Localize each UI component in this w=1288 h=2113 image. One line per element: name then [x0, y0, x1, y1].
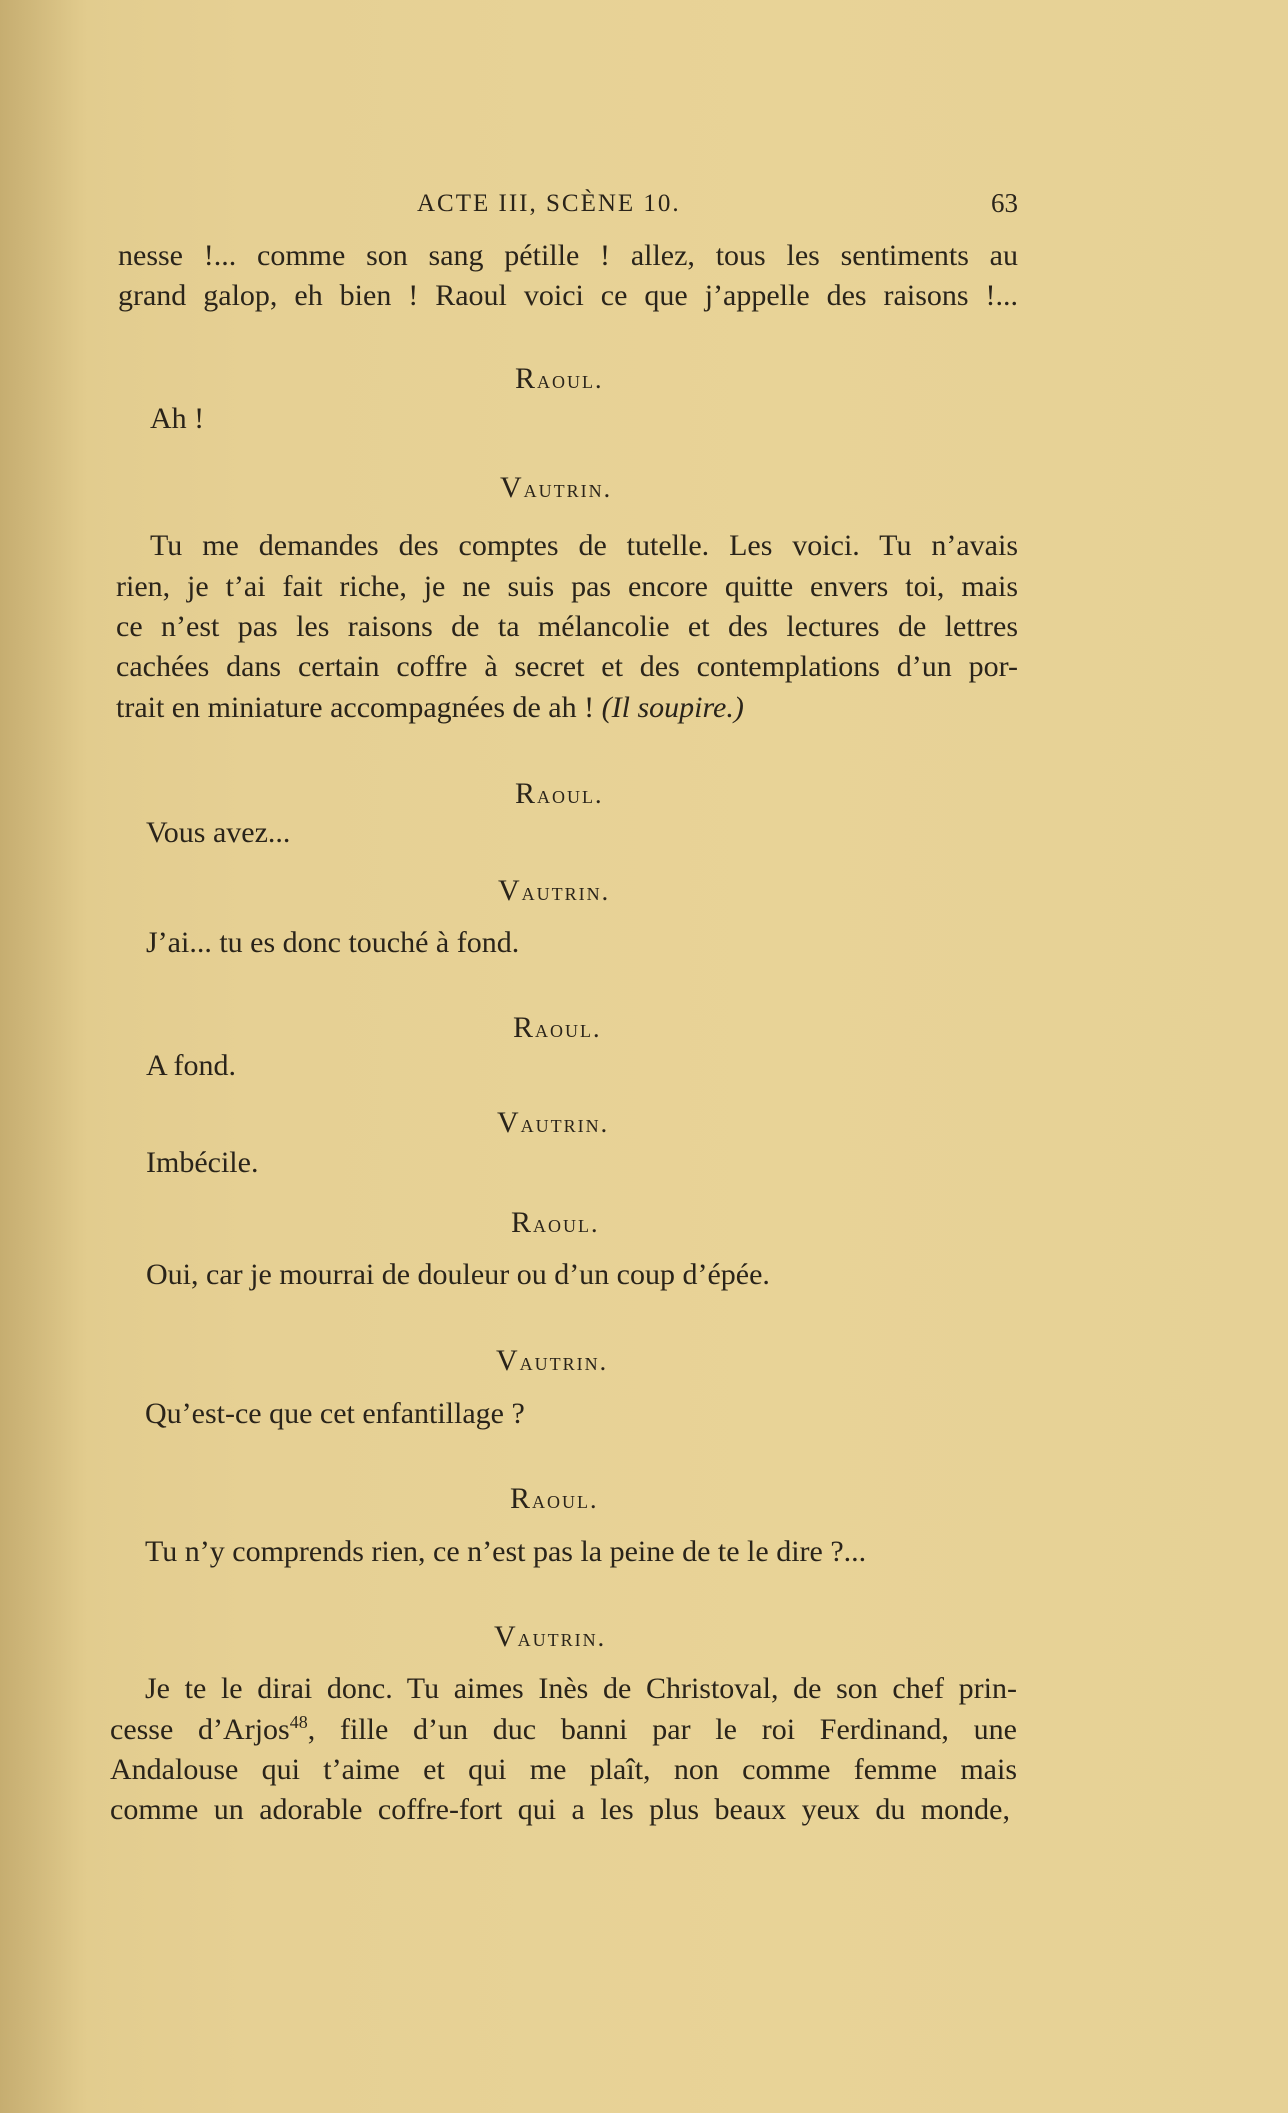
text-line: comme un adorable coffre-fort qui a les plus beaux yeux du monde, — [110, 1793, 1010, 1826]
text-line: Tu me demandes des comptes de tutelle. Les voici. Tu n’avais — [150, 529, 1018, 562]
text-line: A fond. — [146, 1049, 236, 1082]
text-line: Andalouse qui t’aime et qui me plaît, non comme femme mais — [110, 1753, 1017, 1786]
footnote-ref[interactable]: 48 — [289, 1712, 308, 1732]
speaker-vautrin: Vautrin. — [496, 1344, 609, 1377]
speaker-raoul: Raoul. — [515, 362, 604, 395]
page-header — [112, 190, 1018, 230]
text-segment: trait en miniature accompagnées de ah ! — [116, 691, 602, 724]
text-line: Vous avez... — [146, 816, 291, 849]
text-line — [116, 688, 744, 728]
text-line: grand galop, eh bien ! Raoul voici ce que j’appelle des raisons !... — [118, 279, 1018, 312]
stage-direction: (Il soupire.) — [601, 691, 744, 724]
speaker-raoul: Raoul. — [511, 1206, 600, 1239]
text-line: Imbécile. — [146, 1146, 259, 1179]
text-line: cachées dans certain coffre à secret et des contemplations d’un por- — [116, 650, 1018, 683]
page-number: 63 — [991, 188, 1018, 218]
text-line — [110, 1710, 1017, 1750]
text-line: Qu’est-ce que cet enfantillage ? — [145, 1397, 525, 1430]
speaker-vautrin: Vautrin. — [494, 1620, 607, 1653]
text-line: rien, je t’ai fait riche, je ne suis pas encore quitte envers toi, mais — [116, 570, 1018, 603]
speaker-vautrin: Vautrin. — [500, 471, 613, 504]
speaker-raoul: Raoul. — [510, 1482, 599, 1515]
speaker-raoul: Raoul. — [513, 1011, 602, 1044]
text-line: ce n’est pas les raisons de ta mélancolie et des lectures de lettres — [116, 610, 1018, 643]
text-line: Ah ! — [150, 402, 205, 435]
speaker-vautrin: Vautrin. — [497, 1106, 610, 1139]
text-line: nesse !... comme son sang pétille ! allez, tous les sentiments au — [118, 239, 1018, 272]
text-segment: , fille d’un duc banni par le roi Ferdinand, une — [307, 1713, 1018, 1746]
text-line: Tu n’y comprends rien, ce n’est pas la peine de te le dire ?... — [145, 1535, 867, 1568]
text-segment: cesse d’Arjos — [110, 1713, 290, 1746]
speaker-raoul: Raoul. — [515, 777, 604, 810]
running-head: ACTE III, SCÈNE 10. — [417, 190, 681, 217]
page-edge-shadow — [0, 0, 90, 2113]
text-line: J’ai... tu es donc touché à fond. — [146, 926, 520, 959]
text-line: Je te le dirai donc. Tu aimes Inès de Christoval, de son chef prin- — [145, 1672, 1017, 1705]
text-line: Oui, car je mourrai de douleur ou d’un coup d’épée. — [146, 1258, 770, 1291]
speaker-vautrin: Vautrin. — [498, 874, 611, 907]
